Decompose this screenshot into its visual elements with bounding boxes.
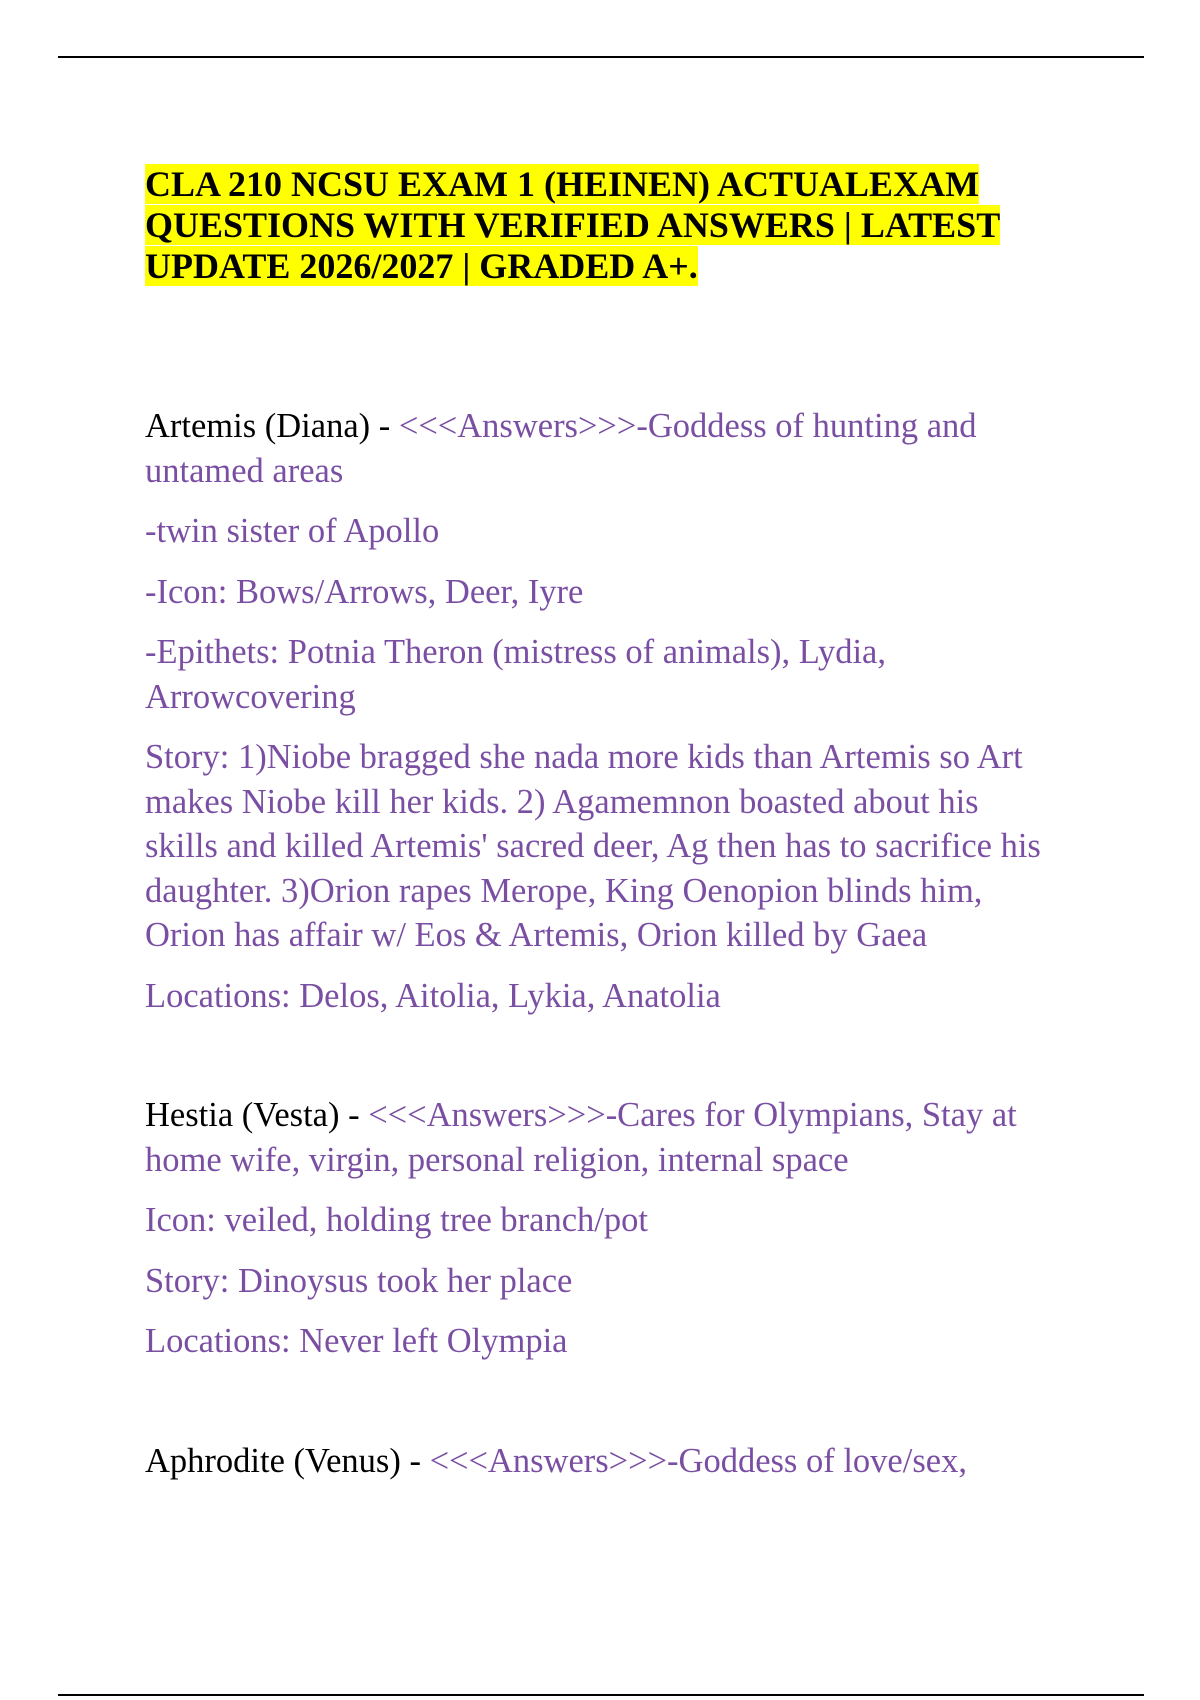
bottom-rule (58, 1694, 1144, 1696)
qa-entry-aphrodite (145, 1439, 1045, 1484)
qa-question (145, 404, 1045, 493)
qa-question (145, 1439, 1045, 1484)
qa-question (145, 1093, 1045, 1182)
qa-entry-hestia (145, 1093, 1045, 1364)
answer-detail: -Epithets: Potnia Theron (mistress of animals), Lydia, Arrowcovering (145, 633, 886, 716)
document-title (145, 164, 1045, 287)
qa-entry-artemis (145, 404, 1045, 1018)
answer-detail: -twin sister of Apollo (145, 512, 440, 550)
top-rule (58, 56, 1144, 58)
term-label: Hestia (Vesta) - (145, 1096, 369, 1134)
answer-detail: Icon: veiled, holding tree branch/pot (145, 1201, 648, 1239)
answer-text: <<<Answers>>>-Goddess of hunting and untamed areas (145, 407, 977, 490)
answer-detail: -Icon: Bows/Arrows, Deer, Iyre (145, 572, 584, 611)
answer-text: <<<Answers>>>-Goddess of love/sex, (429, 1441, 967, 1480)
term-label: Aphrodite (Venus) - (145, 1441, 430, 1480)
document-body (145, 164, 1045, 1483)
answer-text: <<<Answers>>>-Cares for Olympians, Stay at home wife, virgin, personal religion, internal space (145, 1096, 1017, 1179)
answer-detail: Story: 1)Niobe bragged she nada more kids than Artemis so Art makes Niobe kill her kids. 2) Agamemnon boasted about his skills and killed Artemis' sacred deer, Ag then has to sacrifice his daughter. 3)Orion rapes Merope, King Oenopion blinds him, Orion has affair w/ Eos & Artemis, Orion killed by Gaea (145, 738, 1041, 954)
term-label: Artemis (Diana) - (145, 407, 399, 445)
answer-detail: Locations: Delos, Aitolia, Lykia, Anatolia (145, 976, 721, 1015)
answer-detail: Story: Dinoysus took her place (145, 1261, 573, 1300)
answer-detail: Locations: Never left Olympia (145, 1322, 568, 1360)
title-highlight: CLA 210 NCSU EXAM 1 (HEINEN) ACTUALEXAM QUESTIONS WITH VERIFIED ANSWERS | LATEST UPDATE 2026/2027 | GRADED A+. (145, 164, 1001, 286)
